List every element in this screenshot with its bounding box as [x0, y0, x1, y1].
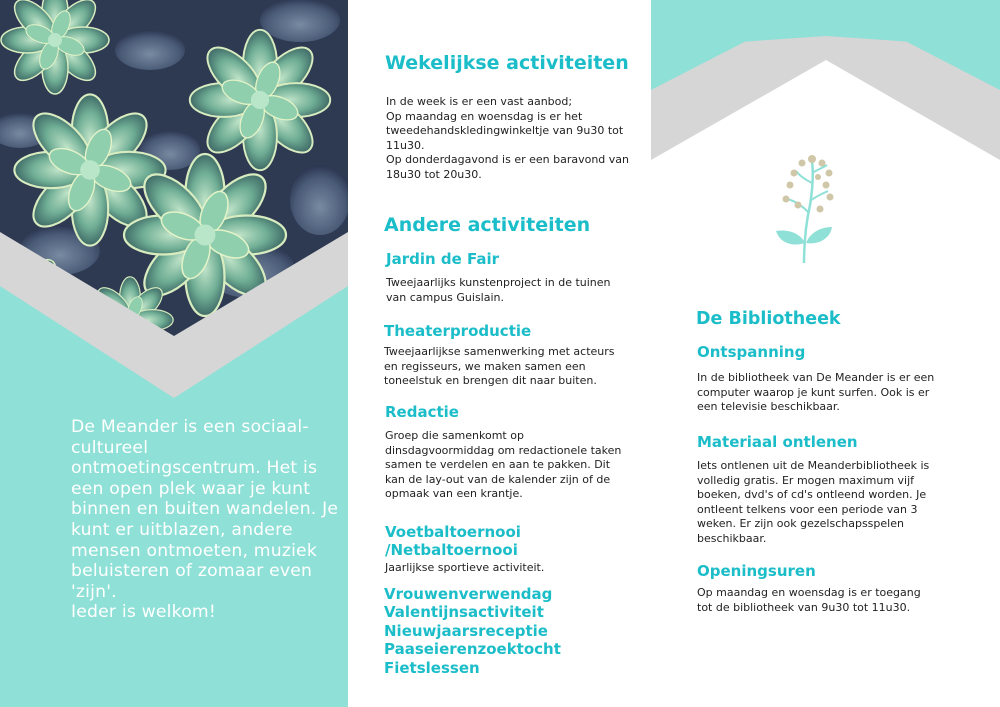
list-item: Vrouwenverwendag — [384, 585, 553, 603]
section-text-openingsuren: Op maandag en woensdag is er toegang tot de bibliotheek van 9u30 tot 11u30. — [697, 586, 925, 614]
list-item: Fietslessen — [384, 658, 480, 677]
section-title-jardin: Jardin de Fair — [386, 250, 500, 268]
right-panel — [651, 0, 1000, 707]
sprig-plant-icon — [774, 153, 836, 265]
section-title-openingsuren: Openingsuren — [697, 562, 816, 580]
section-text-theater: Tweejaarlijkse samenwerking met acteurs en regisseurs, we maken samen een toneelstuk en brengen dit naar buiten. — [384, 345, 619, 388]
section-text-jardin: Tweejaarlijks kunstenproject in de tuinen van campus Guislain. — [386, 276, 615, 304]
list-item: Paaseierenzoektocht — [384, 640, 561, 659]
intro-text: De Meander is een sociaal-cultureel ontmoetingscentrum. Het is een open plek waar je kunt binnen en buiten wandelen. Je kunt er uitblazen, andere mensen ontmoeten, muziek beluisteren of zomaar even 'zijn'. Ieder is welkom! — [71, 417, 339, 623]
weekly-text: In de week is er een vast aanbod; Op maandag en woensdag is er het tweedehandskledingwinkeltje van 9u30 tot 11u30. Op donderdagavond is er een baravond van 18u30 tot 20u30. — [386, 95, 630, 181]
section-text-ontspanning: In de bibliotheek van De Meander is er een computer waarop je kunt surfen. Ook is er een televisie beschikbaar. — [697, 371, 938, 414]
weekly-title: Wekelijkse activiteiten — [385, 52, 629, 74]
section-text-redactie: Groep die samenkomt op dinsdagvoormiddag om redactionele taken samen te verdelen en aan te pakken. Dit kan de lay-out van de kalender zijn of de opmaak van een krantje. — [385, 429, 625, 501]
library-title: De Bibliotheek — [696, 309, 841, 329]
left-panel — [0, 0, 348, 707]
list-item: Valentijnsactiviteit — [384, 603, 544, 622]
section-title-ontspanning: Ontspanning — [697, 343, 806, 361]
section-title-materiaal: Materiaal ontlenen — [697, 433, 858, 451]
list-item: Nieuwjaarsreceptie — [384, 621, 548, 640]
other-activities-title: Andere activiteiten — [384, 214, 591, 236]
succulent-plants-photo — [0, 0, 348, 400]
middle-panel — [348, 0, 651, 707]
section-text-materiaal: Iets ontlenen uit de Meanderbibliotheek is volledig gratis. Er mogen maximum vijf boeken, dvd's of cd's ontleend worden. Je ontleent telkens voor een periode van 3 weken. Er zijn ook gezelschapsspelen beschikbaar. — [697, 459, 933, 545]
section-title-theater: Theaterproductie — [384, 322, 532, 340]
section-title-voetbal-1: Voetbaltoernooi — [385, 523, 521, 541]
section-title-voetbal-2: /Netbaltoernooi — [385, 541, 518, 559]
section-title-redactie: Redactie — [385, 403, 459, 421]
section-text-voetbal: Jaarlijkse sportieve activiteit. — [385, 561, 545, 574]
activities-list — [384, 585, 561, 677]
